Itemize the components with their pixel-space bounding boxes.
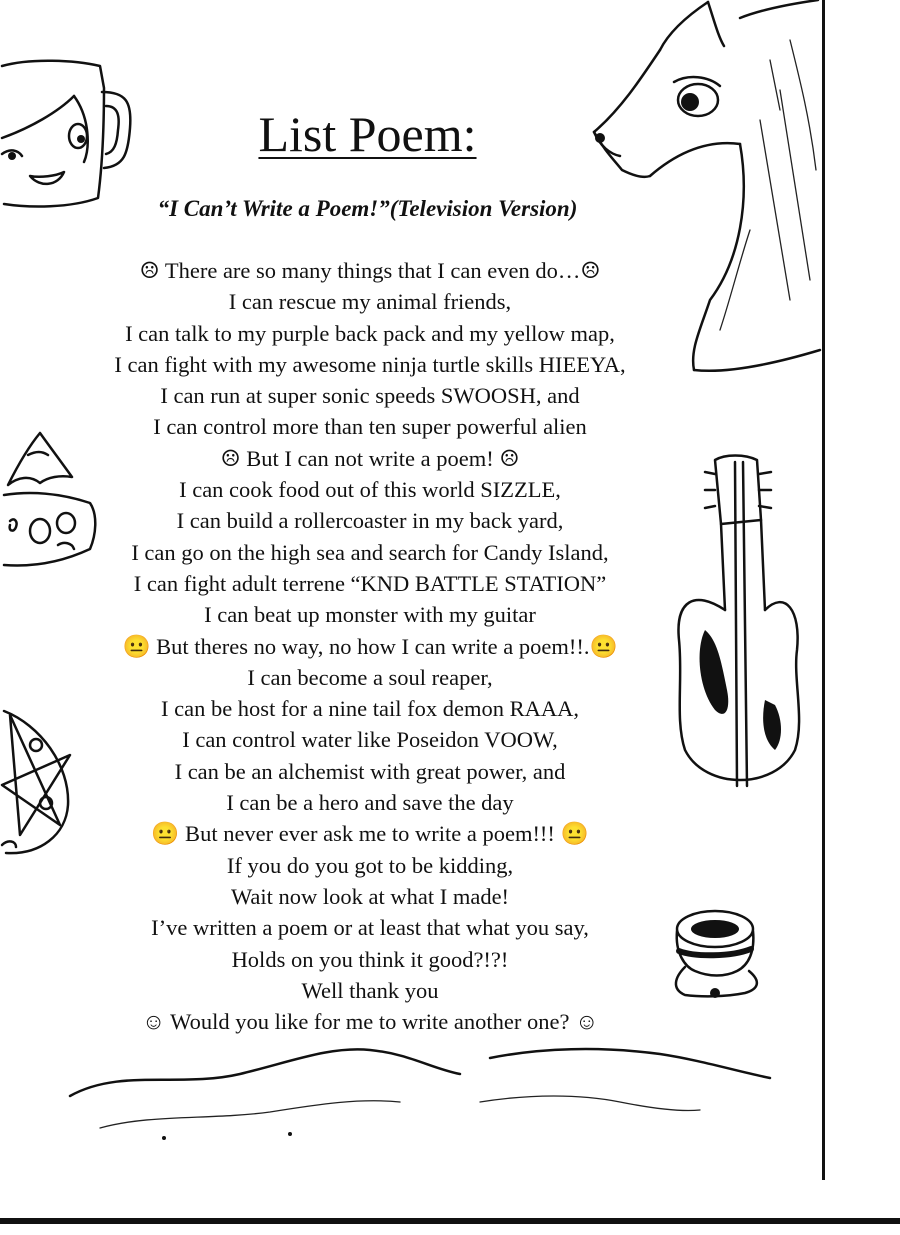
pentagram-doodle-icon bbox=[0, 705, 75, 860]
poem-line: Holds on you think it good?!?! bbox=[231, 946, 509, 972]
pot-doodle-icon bbox=[665, 905, 775, 1005]
poem-line: Well thank you bbox=[301, 977, 439, 1003]
poem-line: I can build a rollercoaster in my back yard, bbox=[176, 508, 564, 534]
guitar-doodle-icon bbox=[665, 450, 810, 795]
poem-line: I can run at super sonic speeds SWOOSH, and bbox=[160, 383, 580, 409]
poem-line: I can talk to my purple back pack and my yellow map, bbox=[125, 320, 615, 346]
poem-line: 😐 But never ever ask me to write a poem!!! 😐 bbox=[151, 821, 589, 847]
poem-line: I can fight adult terrene “KND BATTLE STATION” bbox=[133, 570, 607, 596]
title-text: List Poem: bbox=[258, 106, 477, 162]
poem-line: I can fight with my awesome ninja turtle skills HIEEYA, bbox=[114, 351, 626, 377]
poem-line: I can be host for a nine tail fox demon RAAA, bbox=[160, 696, 580, 722]
poem-line: If you do you got to be kidding, bbox=[226, 852, 514, 878]
poem-line: I can rescue my animal friends, bbox=[228, 289, 512, 315]
poem-line: 😐 But theres no way, no how I can write a poem!!.😐 bbox=[122, 633, 618, 659]
mug-doodle-icon bbox=[0, 58, 135, 218]
poem-subtitle: “I Can’t Write a Poem!”(Television Version) bbox=[157, 196, 578, 221]
poem-line: ☹ There are so many things that I can even do…☹ bbox=[139, 258, 601, 283]
poem-line: Wait now look at what I made! bbox=[230, 883, 510, 909]
wave-doodles-icon bbox=[60, 1028, 780, 1138]
poem-line: I can control more than ten super powerful alien bbox=[153, 414, 587, 440]
poem-line: I can beat up monster with my guitar bbox=[204, 602, 536, 628]
poem-line: ☹ But I can not write a poem! ☹ bbox=[220, 445, 520, 471]
page-border-bottom bbox=[0, 1218, 900, 1224]
poem-line: I can cook food out of this world SIZZLE, bbox=[179, 477, 561, 503]
poem-line: I can become a soul reaper, bbox=[247, 664, 493, 690]
poem-line: I can be a hero and save the day bbox=[226, 790, 514, 816]
poem-line: ☺ Would you like for me to write another one? ☺ bbox=[141, 1009, 599, 1035]
poem-line: I can be an alchemist with great power, and bbox=[174, 758, 566, 784]
poem-line: I’ve written a poem or at least that what you say, bbox=[151, 915, 589, 941]
cheese-doodle-icon bbox=[0, 425, 105, 575]
poem-line: I can control water like Poseidon VOOW, bbox=[182, 727, 558, 753]
wolf-head-doodle-icon bbox=[590, 0, 825, 385]
poem-line: I can go on the high sea and search for Candy Island, bbox=[131, 539, 609, 565]
